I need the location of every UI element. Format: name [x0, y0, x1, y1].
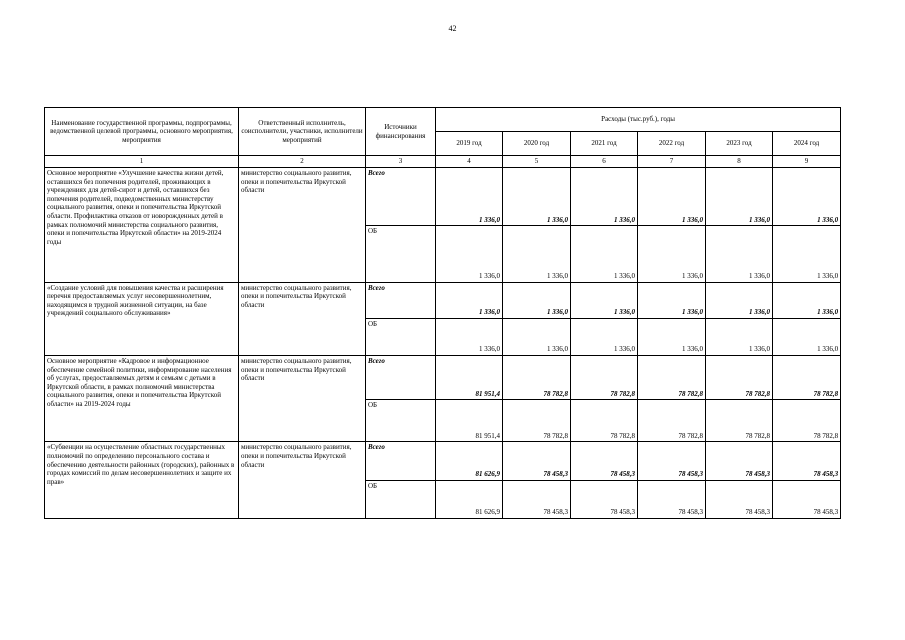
- ob-value: 1 336,0: [706, 226, 773, 282]
- header-name: Наименование государственной программы, подпрограммы, ведомственной целевой программы, основного мероприятия, мероприятия: [45, 108, 239, 156]
- ob-value: 81 951,4: [436, 400, 503, 442]
- executor-name: министерство социального развития, опеки и попечительства Иркутской области: [239, 442, 366, 519]
- total-value: 81 626,9: [436, 442, 503, 480]
- ob-value: 78 458,3: [773, 480, 841, 518]
- total-value: 78 782,8: [706, 356, 773, 400]
- total-value: 78 458,3: [638, 442, 706, 480]
- ob-value: 1 336,0: [503, 318, 571, 355]
- source-ob-label: ОБ: [366, 480, 436, 518]
- ob-value: 78 458,3: [503, 480, 571, 518]
- header-expenses: Расходы (тыс.руб.), годы: [436, 108, 841, 132]
- total-value: 78 458,3: [571, 442, 638, 480]
- ob-value: 78 458,3: [571, 480, 638, 518]
- program-name: Основное мероприятие «Кадровое и информационное обеспечение семейной политики, информирование населения об услугах, предоставляемых детям и семьям с детьми в Иркутской области, в рамках полномочий министерства социального развития, опеки и попечительства Иркутской области» на 2019-2024 годы: [45, 356, 239, 442]
- ob-value: 78 782,8: [571, 400, 638, 442]
- total-value: 1 336,0: [503, 282, 571, 318]
- column-number: 5: [503, 156, 571, 168]
- ob-value: 78 458,3: [638, 480, 706, 518]
- column-number: 9: [773, 156, 841, 168]
- total-value: 1 336,0: [571, 282, 638, 318]
- column-number: 3: [366, 156, 436, 168]
- ob-value: 81 626,9: [436, 480, 503, 518]
- total-value: 78 782,8: [773, 356, 841, 400]
- total-value: 78 782,8: [638, 356, 706, 400]
- ob-value: 78 782,8: [773, 400, 841, 442]
- total-value: 78 782,8: [571, 356, 638, 400]
- header-year: 2019 год: [436, 132, 503, 156]
- ob-value: 1 336,0: [436, 318, 503, 355]
- source-total-label: Всего: [366, 356, 436, 400]
- total-value: 81 951,4: [436, 356, 503, 400]
- ob-value: 1 336,0: [773, 318, 841, 355]
- ob-value: 1 336,0: [571, 226, 638, 282]
- program-name: Основное мероприятие «Улучшение качества жизни детей, оставшихся без попечения родителей, проживающих в учреждениях для детей-сирот и детей, оставшихся без попечения родителей, подведомственных министерству социального развития, опеки и попечительства Иркутской области. Профилактика отказов от новорожденных детей в рамках полномочий министерства социального развития, опеки и попечительства Иркутской области» на 2019-2024 годы: [45, 167, 239, 282]
- header-year: 2024 год: [773, 132, 841, 156]
- total-value: 1 336,0: [503, 167, 571, 225]
- total-value: 1 336,0: [773, 282, 841, 318]
- executor-name: министерство социального развития, опеки и попечительства Иркутской области: [239, 356, 366, 442]
- total-value: 78 782,8: [503, 356, 571, 400]
- header-executor: Ответственный исполнитель, соисполнители, участники, исполнители мероприятий: [239, 108, 366, 156]
- ob-value: 1 336,0: [638, 226, 706, 282]
- ob-value: 78 782,8: [503, 400, 571, 442]
- column-number: 1: [45, 156, 239, 168]
- column-number: 6: [571, 156, 638, 168]
- ob-value: 78 782,8: [638, 400, 706, 442]
- executor-name: министерство социального развития, опеки и попечительства Иркутской области: [239, 282, 366, 355]
- ob-value: 1 336,0: [773, 226, 841, 282]
- total-value: 1 336,0: [706, 282, 773, 318]
- source-total-label: Всего: [366, 282, 436, 318]
- total-value: 1 336,0: [773, 167, 841, 225]
- ob-value: 78 782,8: [706, 400, 773, 442]
- ob-value: 1 336,0: [436, 226, 503, 282]
- total-value: 78 458,3: [773, 442, 841, 480]
- executor-name: министерство социального развития, опеки и попечительства Иркутской области: [239, 167, 366, 282]
- header-year: 2023 год: [706, 132, 773, 156]
- source-ob-label: ОБ: [366, 318, 436, 355]
- header-year: 2022 год: [638, 132, 706, 156]
- program-name: «Создание условий для повышения качества и расширения перечня предоставляемых услуг несовершеннолетним, находящимся в трудной жизненной ситуации, на базе учреждений социального обслуживания»: [45, 282, 239, 355]
- page-number: 42: [448, 24, 457, 33]
- header-source: Источники финансирования: [366, 108, 436, 156]
- header-year: 2021 год: [571, 132, 638, 156]
- column-number: 2: [239, 156, 366, 168]
- source-ob-label: ОБ: [366, 226, 436, 282]
- source-ob-label: ОБ: [366, 400, 436, 442]
- total-value: 1 336,0: [638, 282, 706, 318]
- ob-value: 1 336,0: [638, 318, 706, 355]
- total-value: 1 336,0: [638, 167, 706, 225]
- ob-value: 1 336,0: [706, 318, 773, 355]
- total-value: 1 336,0: [706, 167, 773, 225]
- program-name: «Субвенции на осуществление областных государственных полномочий по определению персонального состава и обеспечению деятельности районных (городских), районных в городах комиссий по делам несовершеннолетних и защите их прав»: [45, 442, 239, 519]
- total-value: 78 458,3: [706, 442, 773, 480]
- expenses-table: [44, 107, 841, 519]
- header-year: 2020 год: [503, 132, 571, 156]
- total-value: 1 336,0: [436, 282, 503, 318]
- total-value: 78 458,3: [503, 442, 571, 480]
- column-number: 8: [706, 156, 773, 168]
- total-value: 1 336,0: [436, 167, 503, 225]
- ob-value: 1 336,0: [571, 318, 638, 355]
- source-total-label: Всего: [366, 442, 436, 480]
- ob-value: 1 336,0: [503, 226, 571, 282]
- total-value: 1 336,0: [571, 167, 638, 225]
- ob-value: 78 458,3: [706, 480, 773, 518]
- column-number: 4: [436, 156, 503, 168]
- source-total-label: Всего: [366, 167, 436, 225]
- column-number: 7: [638, 156, 706, 168]
